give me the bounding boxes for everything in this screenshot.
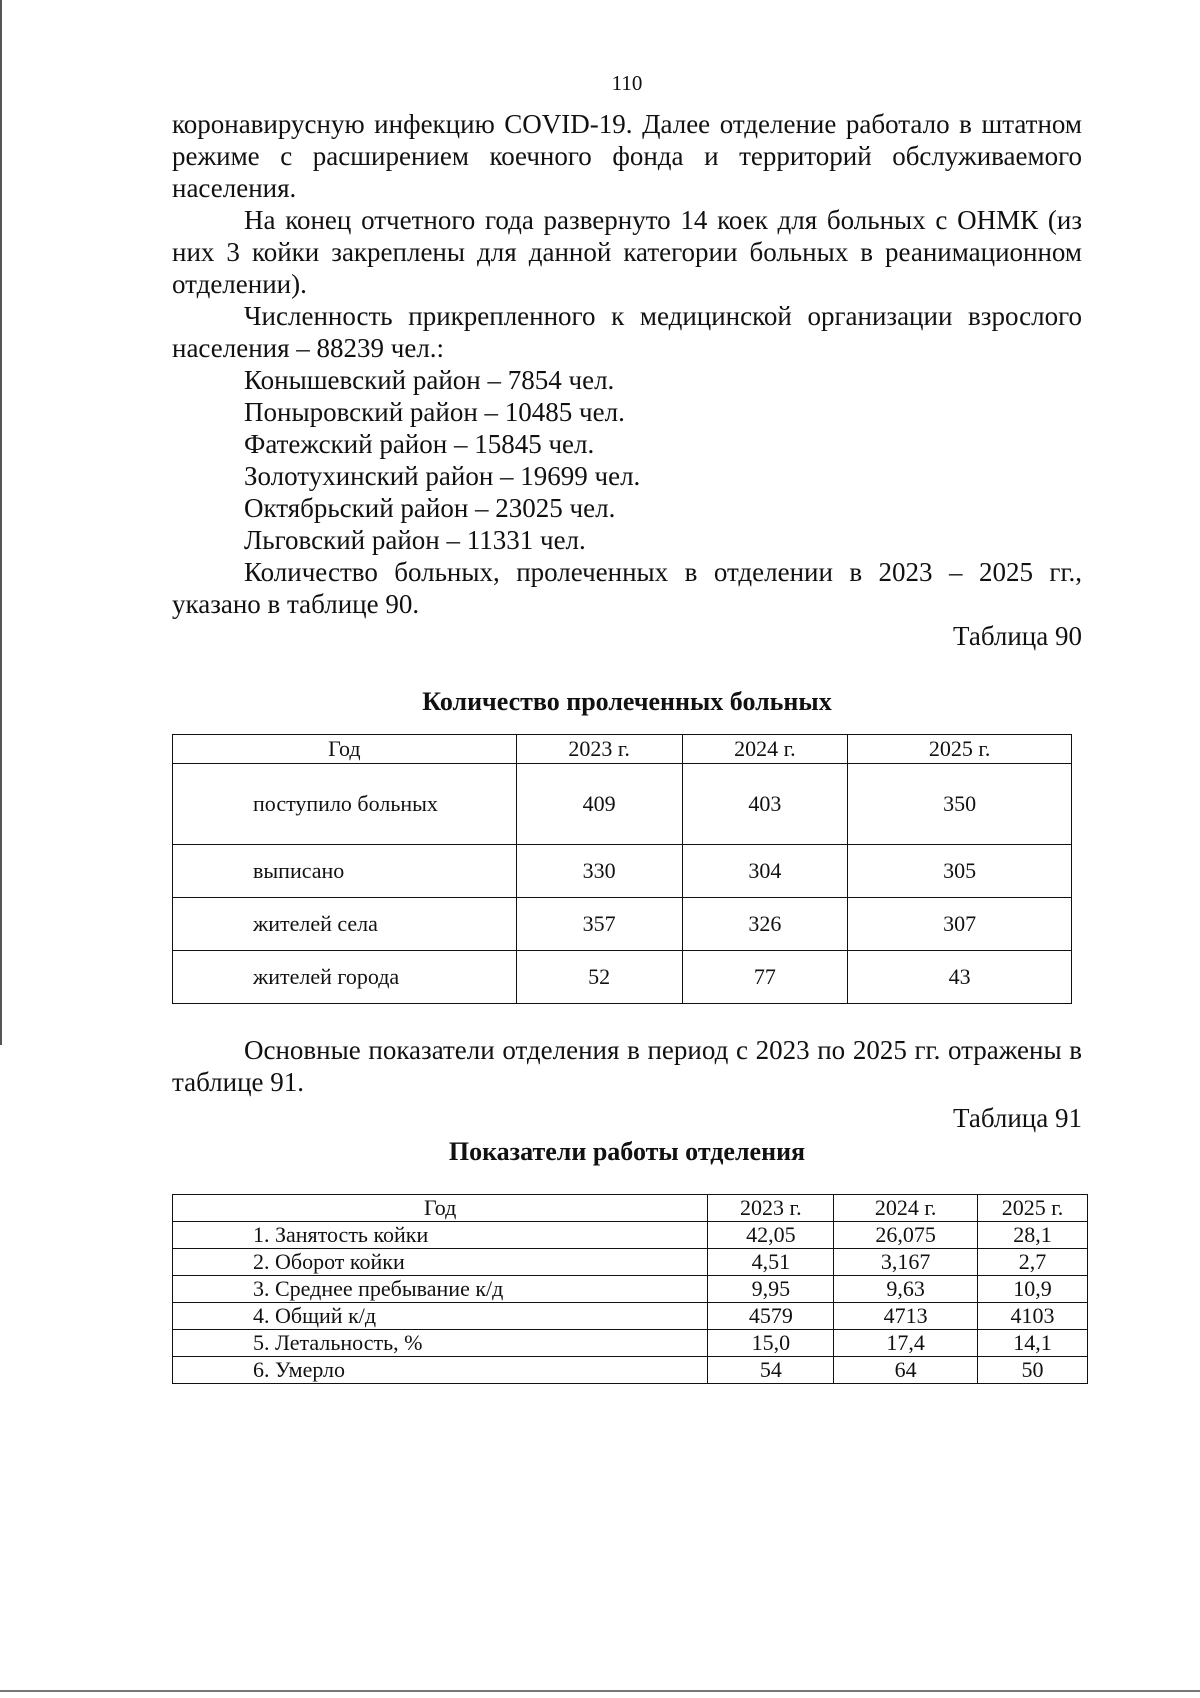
row-label: жителей города [173,951,517,1004]
cell-value: 350 [848,764,1072,845]
row-label: 5. Летальность, % [173,1330,708,1357]
cell-value: 10,9 [978,1276,1088,1303]
district-item: Октябрьский район – 23025 чел. [244,493,616,523]
district-list [172,364,1082,556]
district-item: Фатежский район – 15845 чел. [244,429,595,459]
cell-value: 28,1 [978,1222,1088,1249]
cell-value: 15,0 [708,1330,834,1357]
row-label: выписано [173,845,517,898]
cell-value: 9,63 [834,1276,978,1303]
cell-value: 4713 [834,1303,978,1330]
district-item: Золотухинский район – 19699 чел. [244,461,641,491]
department-indicators-table [172,1194,1088,1384]
cell-value: 77 [682,951,848,1004]
table91-header-year: Год [173,1195,708,1222]
document-page [172,70,1082,1384]
table-row [173,1303,1088,1330]
cell-value: 4579 [708,1303,834,1330]
cell-value: 3,167 [834,1249,978,1276]
cell-value: 305 [848,845,1072,898]
cell-value: 307 [848,898,1072,951]
paragraph-table91-intro: Основные показатели отделения в период с 2023 по 2025 гг. отражены в таблице 91. [172,1035,1082,1097]
cell-value: 304 [682,845,848,898]
table90-header-2023: 2023 г. [516,735,682,764]
table-row [173,1222,1088,1249]
cell-value: 14,1 [978,1330,1088,1357]
cell-value: 9,95 [708,1276,834,1303]
cell-value: 42,05 [708,1222,834,1249]
cell-value: 357 [516,898,682,951]
table-row [173,1330,1088,1357]
scan-edge-bottom [0,1690,1200,1692]
table-row [173,845,1072,898]
cell-value: 52 [516,951,682,1004]
paragraph-table90-intro: Количество больных, пролеченных в отделении в 2023 – 2025 гг., указано в таблице 90. [172,557,1082,619]
cell-value: 326 [682,898,848,951]
table90-ref: Таблица 90 [953,621,1082,651]
table-row [173,1249,1088,1276]
row-label: 4. Общий к/д [173,1303,708,1330]
table91-header-2025: 2025 г. [978,1195,1088,1222]
row-label: 6. Умерло [173,1357,708,1384]
cell-value: 50 [978,1357,1088,1384]
row-label: 3. Среднее пребывание к/д [173,1276,708,1303]
cell-value: 4103 [978,1303,1088,1330]
table-row [173,764,1072,845]
table-row [173,1357,1088,1384]
district-item: Поныровский район – 10485 чел. [244,397,625,427]
scan-edge-left [0,0,2,1045]
row-label: поступило больных [173,764,517,845]
cell-value: 330 [516,845,682,898]
row-label: 2. Оборот койки [173,1249,708,1276]
table90-title: Количество пролеченных больных [422,687,832,716]
cell-value: 26,075 [834,1222,978,1249]
table-row [173,1276,1088,1303]
page-number: 110 [611,71,643,95]
table-row [173,898,1072,951]
row-label: 1. Занятость койки [173,1222,708,1249]
district-item: Льговский район – 11331 чел. [244,525,586,555]
table90-header-2025: 2025 г. [848,735,1072,764]
table-row [173,951,1072,1004]
treated-patients-table [172,734,1072,1004]
paragraph-beds: На конец отчетного года развернуто 14 коек для больных с ОНМК (из них 3 койки закреплены для данной категории больных в реанимационном отделении). [172,205,1082,299]
cell-value: 2,7 [978,1249,1088,1276]
cell-value: 17,4 [834,1330,978,1357]
cell-value: 403 [682,764,848,845]
table90-header-year: Год [173,735,517,764]
table90-header-2024: 2024 г. [682,735,848,764]
cell-value: 409 [516,764,682,845]
cell-value: 54 [708,1357,834,1384]
table91-ref: Таблица 91 [953,1103,1082,1133]
district-item: Конышевский район – 7854 чел. [244,365,615,395]
table91-header-2024: 2024 г. [834,1195,978,1222]
table91-header-2023: 2023 г. [708,1195,834,1222]
paragraph-covid: коронавирусную инфекцию COVID-19. Далее отделение работало в штатном режиме с расширением коечного фонда и территорий обслуживаемого населения. [172,109,1082,203]
cell-value: 4,51 [708,1249,834,1276]
cell-value: 64 [834,1357,978,1384]
table91-title: Показатели работы отделения [448,1137,806,1166]
cell-value: 43 [848,951,1072,1004]
row-label: жителей села [173,898,517,951]
paragraph-population: Численность прикрепленного к медицинской организации взрослого населения – 88239 чел.: [172,301,1082,363]
